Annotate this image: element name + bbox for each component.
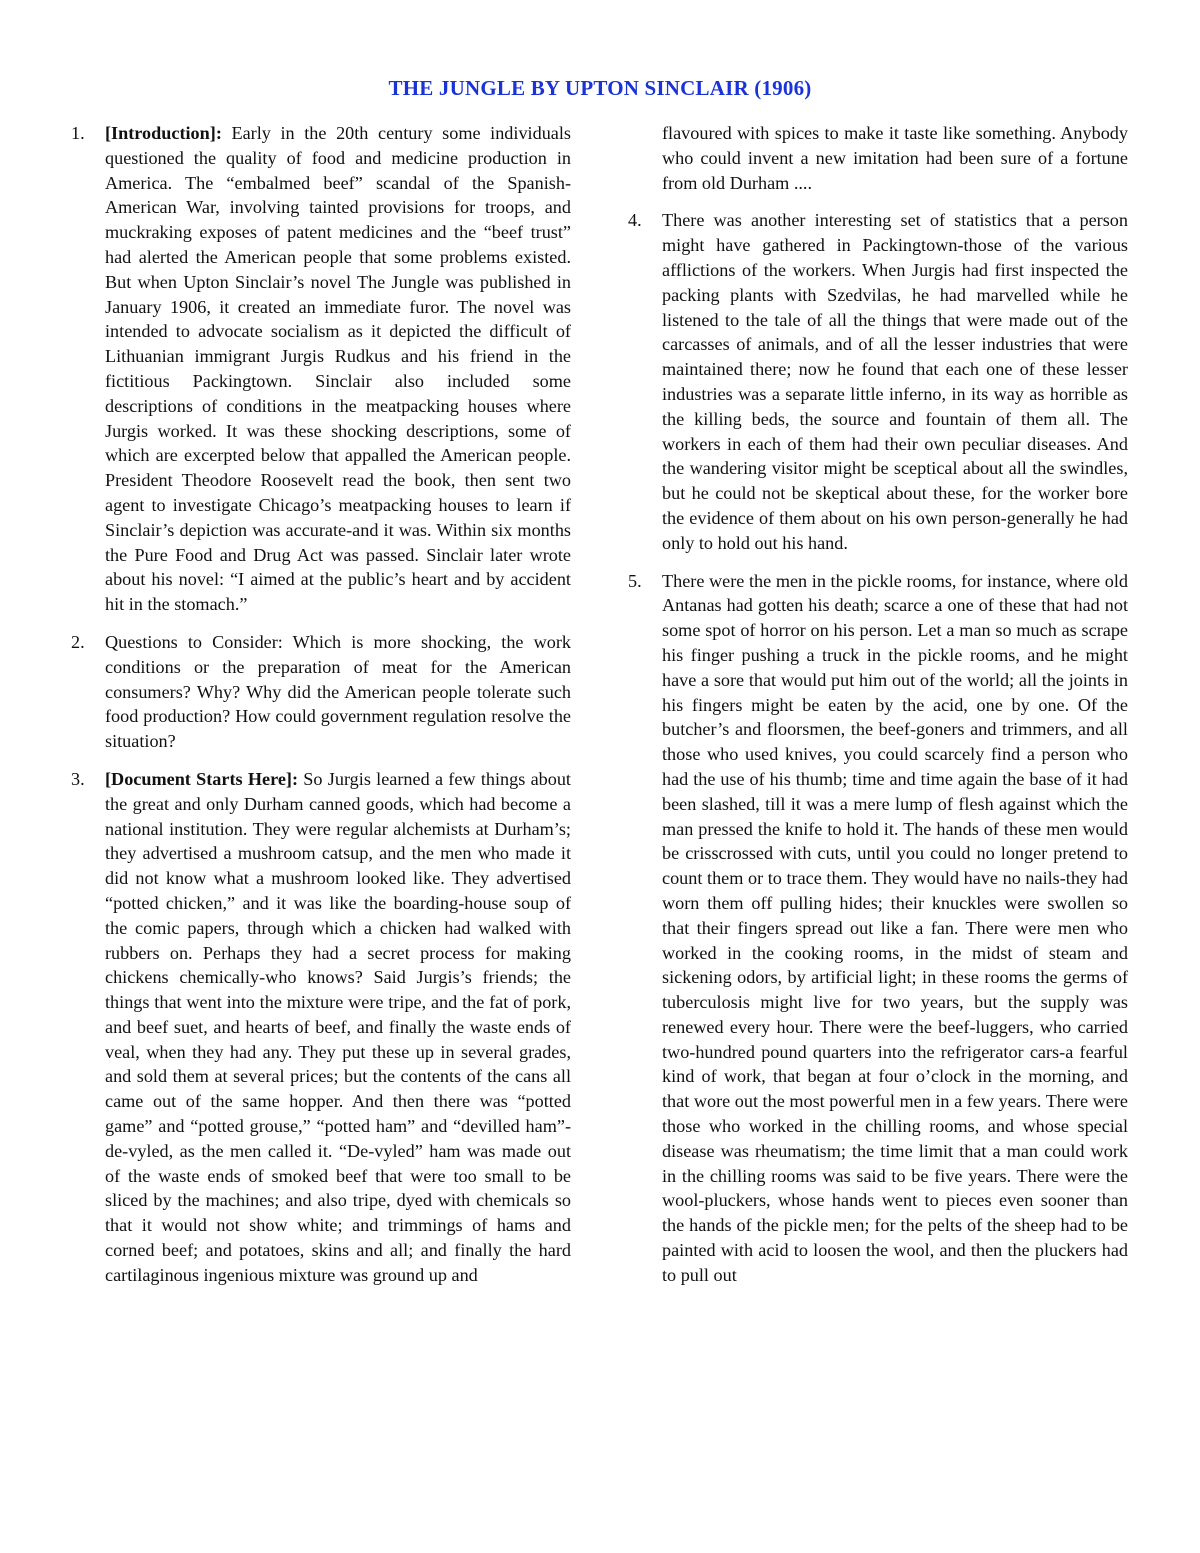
paragraph-document-start [71, 767, 571, 1288]
paragraph-text: So Jurgis learned a few things about the great and only Durham canned goods, which had become a national institution. They were regular alchemists at Durham’s; they advertised a mushroom catsup, and the men who made it did not know what a mushroom looked like. They advertised “potted chicken,” and it was like the boarding-house soup of the comic papers, through which a chicken had walked with rubbers on. Perhaps they had a secret process for making chickens chemically-who knows? Said Jurgis’s friends; the things that went into the mixture were tripe, and the fat of pork, and beef suet, and hearts of beef, and finally the waste ends of veal, when they had any. They put these up in several grades, and sold them at several prices; but the contents of the cans all came out of the same hopper. And then there was “potted game” and “potted grouse,” “potted ham” and “devilled ham”-de-vyled, as the men called it. “De-vyled” ham was made out of the waste ends of smoked beef that were too small to be sliced by the machines; and also tripe, dyed with chemicals so that it would not show white; and trimmings of hams and corned beef; and potatoes, skins and all; and finally the hard cartilaginous ingenious mixture was ground up and [105, 768, 571, 1285]
paragraph-label: [Introduction]: [105, 123, 222, 143]
paragraph-continuation [662, 121, 1128, 195]
document-title: THE JUNGLE BY UPTON SINCLAIR (1906) [388, 76, 812, 100]
paragraph-text: There was another interesting set of statistics that a person might have gathered in Packingtown-those of the various afflictions of the workers. When Jurgis had first inspected the packing plants with Szedvilas, he had marvelled while he listened to the tale of all the things that were made out of the carcasses of animals, and of all the lesser industries that were maintained there; now he found that each one of these lesser industries was a separate little inferno, in its way as horrible as the killing beds, the source and fountain of them all. The workers in each of them had their own peculiar diseases. And the wandering visitor might be sceptical about all the swindles, but he could not be skeptical about these, for the worker bore the evidence of them about on his own person-generally he had only to hold out his hand. [662, 210, 1128, 553]
paragraph-label: [Document Starts Here]: [105, 768, 299, 789]
paragraph-text: flavoured with spices to make it taste like something. Anybody who could invent a new imitation had been sure of a fortune from old Durham .... [662, 123, 1128, 193]
paragraph-text: There were the men in the pickle rooms, for instance, where old Antanas had gotten his death; scarce a one of these that had not some spot of horror on his person. Let a man so much as scrape his finger pushing a truck in the pickle rooms, and he might have a sore that would put him out of the world; all the joints in his fingers might be eaten by the acid, one by one. Of the butcher’s and floorsmen, the beef-goners and trimmers, and all those who used knives, you could scarcely find a person who had the use of his thumb; time and time again the base of it had been slashed, till it was a mere lump of flesh against which the man pressed the knife to hold it. The hands of these men would be crisscrossed with cuts, until you could no longer pretend to count them or to trace them. They would have no nails-they had worn them off pulling hides; their knuckles were swollen so that their fingers spread out like a fan. There were men who worked in the cooking rooms, in the midst of steam and sickening odors, by artificial light; in these rooms the germs of tuberculosis might live for two years, but the supply was renewed every hour. There were the beef-luggers, who carried two-hundred pound quarters into the refrigerator cars-a fearful kind of work, that began at four o’clock in the morning, and that wore out the most powerful men in a few years. There were those who worked in the chilling rooms, and whose special disease was rheumatism; the time limit that a man could work in the chilling rooms was said to be five years. There were the wool-pluckers, whose hands went to pieces even sooner than the hands of the pickle men; for the pelts of the sheep had to be painted with acid to loosen the wool, and then the pluckers had to pull out [662, 570, 1128, 1285]
item-number: 5. [628, 570, 642, 591]
item-number: 3. [71, 768, 85, 789]
item-number: 1. [71, 123, 85, 143]
paragraph-text: Early in the 20th century some individuals questioned the quality of food and medicine production in America. The “embalmed beef” scandal of the Spanish- American War, involving tainted provisions for troops, and muckraking exposes of patent medicines and the “beef trust” had alerted the American people that some problems existed. But when Upton Sinclair’s novel The Jungle was published in January 1906, it created an immediate furor. The novel was intended to advocate socialism as it depicted the difficult of Lithuanian immigrant Jurgis Rudkus and his friend in the fictitious Packingtown. Sinclair also included some descriptions of conditions in the meatpacking houses where Jurgis worked. It was these shocking descriptions, some of which are excerpted below that appalled the American people. President Theodore Roosevelt read the book, then sent two agent to investigate Chicago’s meatpacking houses to learn if Sinclair’s depiction was accurate-and it was. Within six months the Pure Food and Drug Act was passed. Sinclair later wrote about his novel: “I aimed at the public’s heart and by accident hit in the stomach.” [105, 123, 571, 615]
item-number: 2. [71, 631, 85, 652]
left-column [71, 121, 571, 1301]
paragraph-text: Questions to Consider: Which is more shocking, the work conditions or the preparation of meat for the American consumers? Why? Why did the American people tolerate such food production? How could government regulation resolve the situation? [105, 631, 571, 752]
right-column [628, 121, 1128, 1301]
paragraph-introduction [71, 121, 571, 617]
item-number: 4. [628, 210, 642, 231]
paragraph-afflictions [628, 208, 1128, 555]
paragraph-pickle-rooms [628, 569, 1128, 1288]
paragraph-questions [71, 630, 571, 754]
